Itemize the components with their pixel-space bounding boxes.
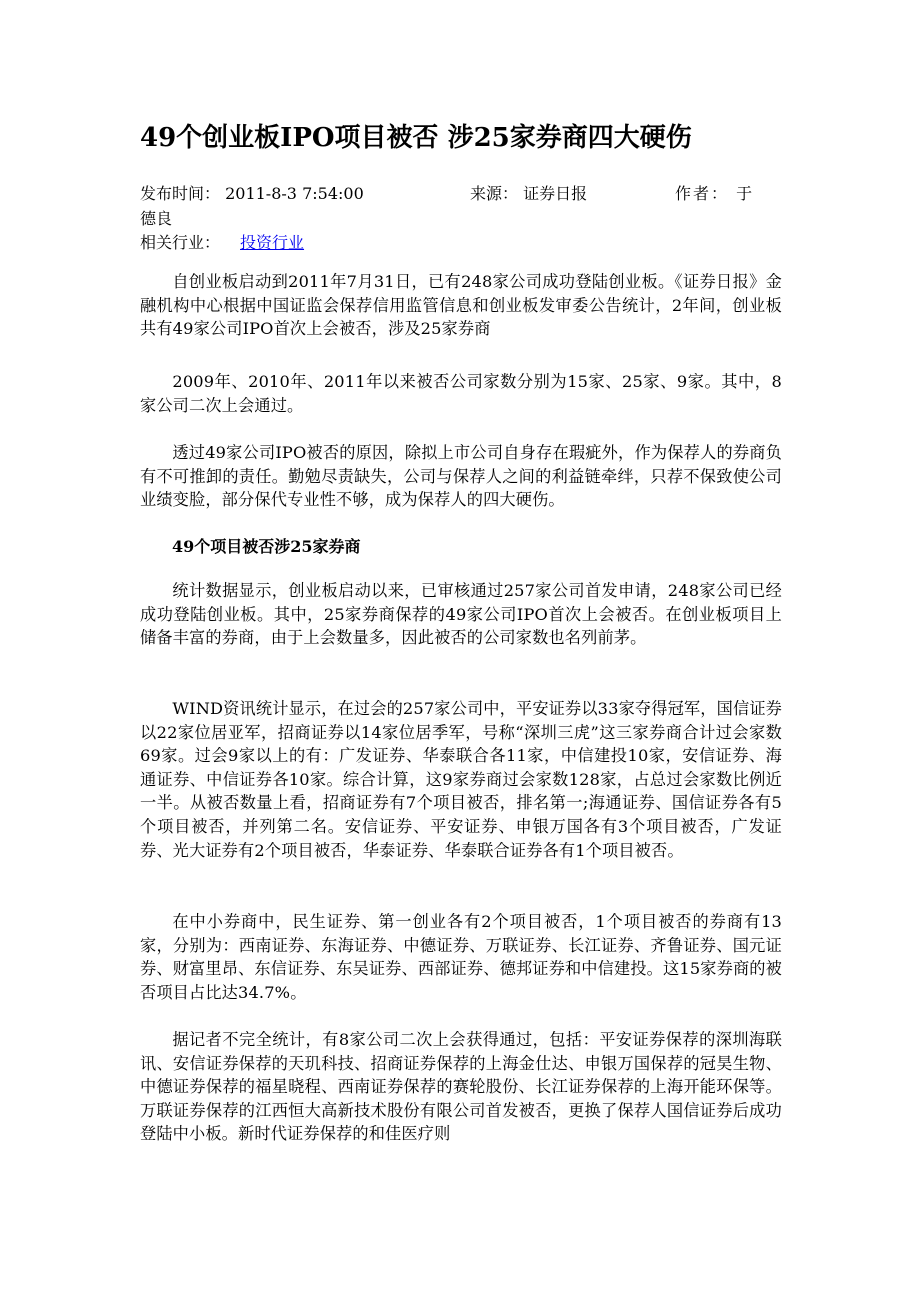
paragraph: 透过49家公司IPO被否的原因，除拟上市公司自身存在瑕疵外，作为保荐人的券商负有不可推卸的责任。勤勉尽责缺失，公司与保荐人之间的利益链牵绊，只荐不保致使公司业绩变脸，部分保代专业性不够，成为保荐人的四大硬伤。 — [140, 443, 782, 510]
article-author: 作者： 于 — [675, 184, 755, 203]
paragraph: 自创业板启动到2011年7月31日，已有248家公司成功登陆创业板。《证券日报》金融机构中心根据中国证监会保荐信用监管信息和创业板发审委公告统计，2年间，创业板共有49家公司IPO首次上会被否，涉及25家券商 — [140, 272, 782, 339]
paragraph: 2009年、2010年、2011年以来被否公司家数分别为15家、25家、9家。其中，8家公司二次上会通过。 — [140, 372, 782, 415]
paragraph: 据记者不完全统计，有8家公司二次上会获得通过，包括：平安证券保荐的深圳海联讯、安信证券保荐的天玑科技、招商证券保荐的上海金仕达、申银万国保荐的冠昊生物、中德证券保荐的福星晓程、西南证券保荐的赛轮股份、长江证券保荐的上海开能环保等。万联证券保荐的江西恒大高新技术股份有限公司首发被否，更换了保荐人国信证券后成功登陆中小板。新时代证券保荐的和佳医疗则 — [140, 1030, 782, 1144]
paragraph: 在中小券商中，民生证券、第一创业各有2个项目被否，1个项目被否的券商有13家，分别为：西南证券、东海证券、中德证券、万联证券、长江证券、齐鲁证券、国元证券、财富里昂、东信证券、东吴证券、西部证券、德邦证券和中信建投。这15家券商的被否项目占比达34.7%。 — [140, 912, 782, 1002]
industry-link[interactable]: 投资行业 — [240, 233, 305, 252]
paragraph: WIND资讯统计显示，在过会的257家公司中，平安证券以33家夺得冠军，国信证券以22家位居亚军，招商证券以14家位居季军，号称“深圳三虎”这三家券商合计过会家数69家。过会9家以上的有：广发证券、华泰联合各11家，中信建投10家，安信证券、海通证券、中信证券各10家。综合计算，这9家券商过会家数128家，占总过会家数比例近一半。从被否数量上看，招商证券有7个项目被否，排名第一;海通证券、国信证券各有5个项目被否，并列第二名。安信证券、平安证券、申银万国各有3个项目被否，广发证券、光大证券有2个项目被否，华泰证券、华泰联合证券各有1个项目被否。 — [140, 699, 782, 860]
article-title: 49个创业板IPO项目被否 涉25家券商四大硬伤 — [140, 123, 692, 153]
related-industry — [140, 231, 782, 255]
publish-time: 发布时间： 2011-8-3 7:54:00 — [140, 184, 364, 203]
author-name-overflow: 德良 — [140, 209, 173, 228]
paragraph: 统计数据显示，创业板启动以来，已审核通过257家公司首发申请，248家公司已经成功登陆创业板。其中，25家券商保荐的49家公司IPO首次上会被否。在创业板项目上储备丰富的券商，由于上会数量多，因此被否的公司家数也名列前茅。 — [140, 581, 782, 648]
section-subheading: 49个项目被否涉25家券商 — [172, 537, 361, 556]
industry-label: 相关行业： — [140, 233, 221, 252]
article-source: 来源： 证券日报 — [470, 184, 588, 203]
